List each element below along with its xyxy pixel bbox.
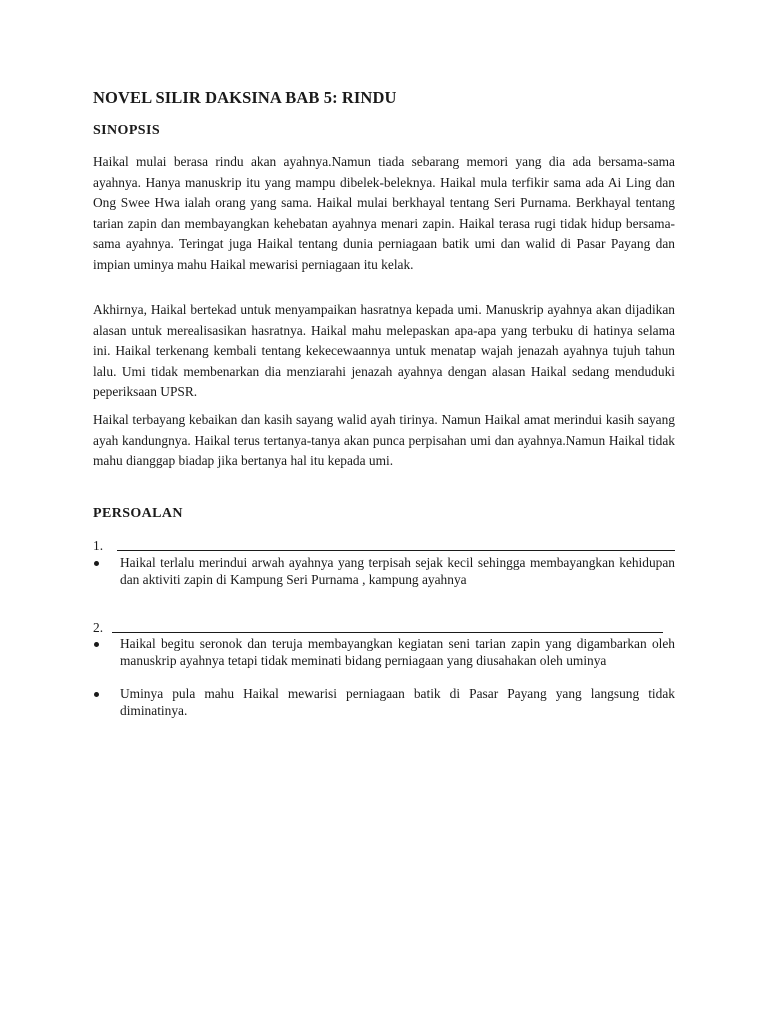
question-2-number: 2. bbox=[93, 620, 104, 635]
document-title: NOVEL SILIR DAKSINA BAB 5: RINDU bbox=[93, 88, 397, 107]
persoalan-heading: PERSOALAN bbox=[93, 506, 183, 521]
bullet-text: Haikal begitu seronok dan teruja membayangkan kegiatan seni tarian zapin yang digambarkan oleh manuskrip ayahnya tetapi tidak meminati bidang perniagaan yang diusahakan oleh uminya bbox=[120, 636, 675, 668]
sinopsis-heading: SINOPSIS bbox=[93, 123, 161, 138]
sinopsis-paragraph-2: Akhirnya, Haikal bertekad untuk menyampaikan hasratnya kepada umi. Manuskrip ayahnya akan dijadikan alasan untuk merealisasikan hasratnya. Haikal mahu melepaskan apa-apa yang terbuku di hatinya selama ini. Haikal terkenang kembali tentang kekecewaannya untuk menatap wajah jenazah ayahnya tujuh tahun lalu. Umi tidak membenarkan dia menziarahi jenazah ayahnya dengan alasan Haikal sedang menduduki peperiksaan UPSR. bbox=[93, 302, 675, 400]
bullet-icon bbox=[93, 636, 120, 670]
question-2-bullet-2 bbox=[93, 686, 675, 720]
question-2-bullet-1 bbox=[93, 636, 675, 670]
bullet-text: Uminya pula mahu Haikal mewarisi perniagaan batik di Pasar Payang yang langsung tidak diminatinya. bbox=[120, 686, 675, 718]
sinopsis-paragraph-1: Haikal mulai berasa rindu akan ayahnya.Namun tiada sebarang memori yang dia ada bersama-sama ayahnya. Hanya manuskrip itu yang mampu dibelek-beleknya. Haikal mula terfikir sama ada Ai Ling dan Ong Swee Hwa ialah orang yang sama. Haikal mulai berkhayal tentang Seri Purnama. Berkhayal tentang tarian zapin dan membayangkan kehebatan ayahnya menari zapin. Haikal terasa rugi tidak hidup bersama-sama ayahnya. Teringat juga Haikal tentang dunia perniagaan batik umi dan walid di Pasar Payang dan impian uminya mahu Haikal mewarisi perniagaan itu kelak. bbox=[93, 154, 675, 272]
question-2-answer-line bbox=[112, 632, 663, 633]
sinopsis-paragraph-3: Haikal terbayang kebaikan dan kasih sayang walid ayah tirinya. Namun Haikal amat merindui kasih sayang ayah kandungnya. Haikal terus tertanya-tanya akan punca perpisahan umi dan ayahnya.Namun Haikal tidak mahu dianggap biadap jika bertanya hal itu kepada umi. bbox=[93, 412, 675, 469]
question-1-number: 1. bbox=[93, 538, 104, 553]
question-1-bullet-1 bbox=[93, 555, 675, 589]
question-1-answer-line bbox=[117, 550, 675, 551]
bullet-icon bbox=[93, 686, 120, 720]
bullet-icon bbox=[93, 555, 120, 589]
bullet-text: Haikal terlalu merindui arwah ayahnya yang terpisah sejak kecil sehingga membayangkan kehidupan dan aktiviti zapin di Kampung Seri Purnama , kampung ayahnya bbox=[120, 555, 675, 587]
